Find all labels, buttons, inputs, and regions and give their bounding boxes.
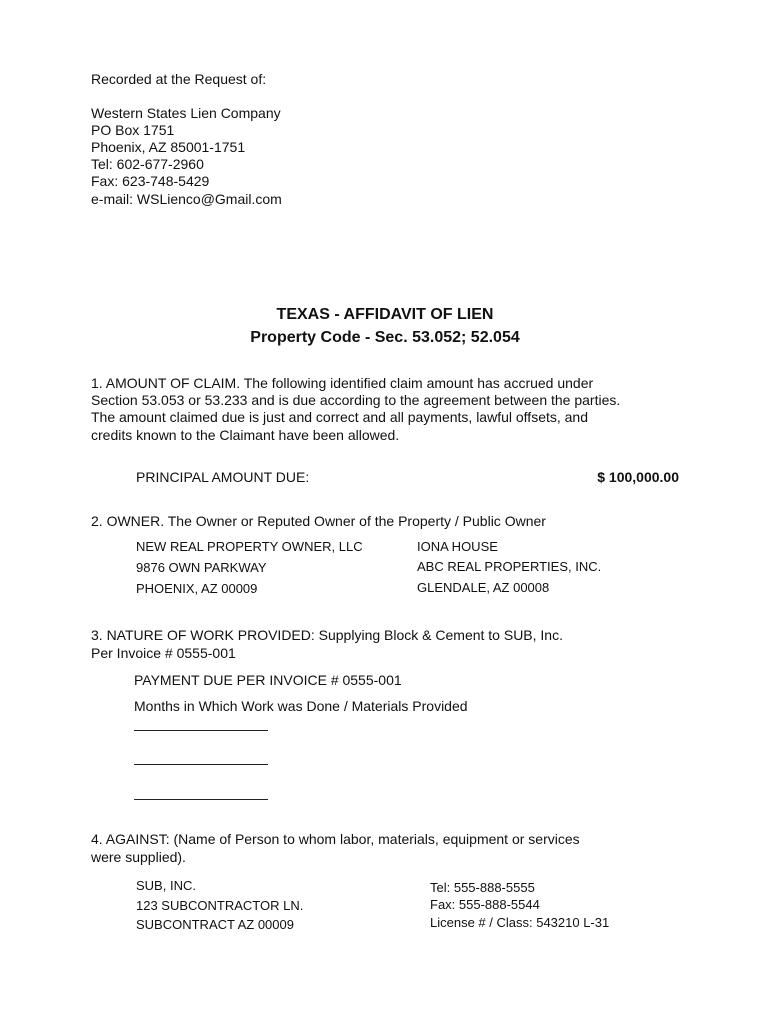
- public-owner-line2: ABC REAL PROPERTIES, INC.: [417, 559, 602, 574]
- principal-amount-label: PRINCIPAL AMOUNT DUE:: [136, 469, 310, 485]
- months-blank-line-2: [134, 764, 268, 765]
- company-tel: Tel: 602-677-2960: [91, 156, 204, 172]
- section1-line3: The amount claimed due is just and correct and all payments, lawful offsets, and: [91, 409, 589, 425]
- document-title: TEXAS - AFFIDAVIT OF LIEN: [276, 306, 494, 323]
- document-subtitle: Property Code - Sec. 53.052; 52.054: [250, 329, 520, 346]
- company-po-box: PO Box 1751: [91, 122, 175, 138]
- owner-name: NEW REAL PROPERTY OWNER, LLC: [136, 539, 363, 554]
- payment-due-label: PAYMENT DUE PER INVOICE # 0555-001: [134, 672, 402, 688]
- months-blank-line-3: [134, 799, 268, 800]
- section2-heading: 2. OWNER. The Owner or Reputed Owner of the Property / Public Owner: [91, 513, 546, 529]
- months-blank-line-1: [134, 730, 268, 731]
- section1-line4: credits known to the Claimant have been allowed.: [91, 427, 400, 443]
- section1-line2: Section 53.053 or 53.233 and is due according to the agreement between the parties.: [91, 392, 621, 408]
- months-label: Months in Which Work was Done / Materials Provided: [134, 698, 468, 714]
- company-fax: Fax: 623-748-5429: [91, 173, 210, 189]
- company-email: e-mail: WSLienco@Gmail.com: [91, 191, 282, 207]
- section4-line2: were supplied).: [91, 849, 186, 865]
- against-street: 123 SUBCONTRACTOR LN.: [136, 898, 304, 913]
- public-owner-line3: GLENDALE, AZ 00008: [417, 580, 550, 595]
- owner-street: 9876 OWN PARKWAY: [136, 560, 267, 575]
- section3-line1: 3. NATURE OF WORK PROVIDED: Supplying Block & Cement to SUB, Inc.: [91, 627, 563, 643]
- against-tel: Tel: 555-888-5555: [430, 880, 535, 895]
- against-fax: Fax: 555-888-5544: [430, 897, 540, 912]
- section3-line2: Per Invoice # 0555-001: [91, 645, 236, 661]
- public-owner-line1: IONA HOUSE: [417, 539, 498, 554]
- against-city: SUBCONTRACT AZ 00009: [136, 917, 294, 932]
- section1-line1: 1. AMOUNT OF CLAIM. The following identified claim amount has accrued under: [91, 375, 594, 391]
- against-name: SUB, INC.: [136, 878, 196, 893]
- principal-amount-value: $ 100,000.00: [597, 469, 679, 485]
- section4-line1: 4. AGAINST: (Name of Person to whom labor, materials, equipment or services: [91, 831, 580, 847]
- company-name: Western States Lien Company: [91, 105, 281, 121]
- company-city: Phoenix, AZ 85001-1751: [91, 139, 246, 155]
- against-license: License # / Class: 543210 L-31: [430, 915, 610, 930]
- recorded-label: Recorded at the Request of:: [91, 71, 267, 87]
- owner-city: PHOENIX, AZ 00009: [136, 581, 258, 596]
